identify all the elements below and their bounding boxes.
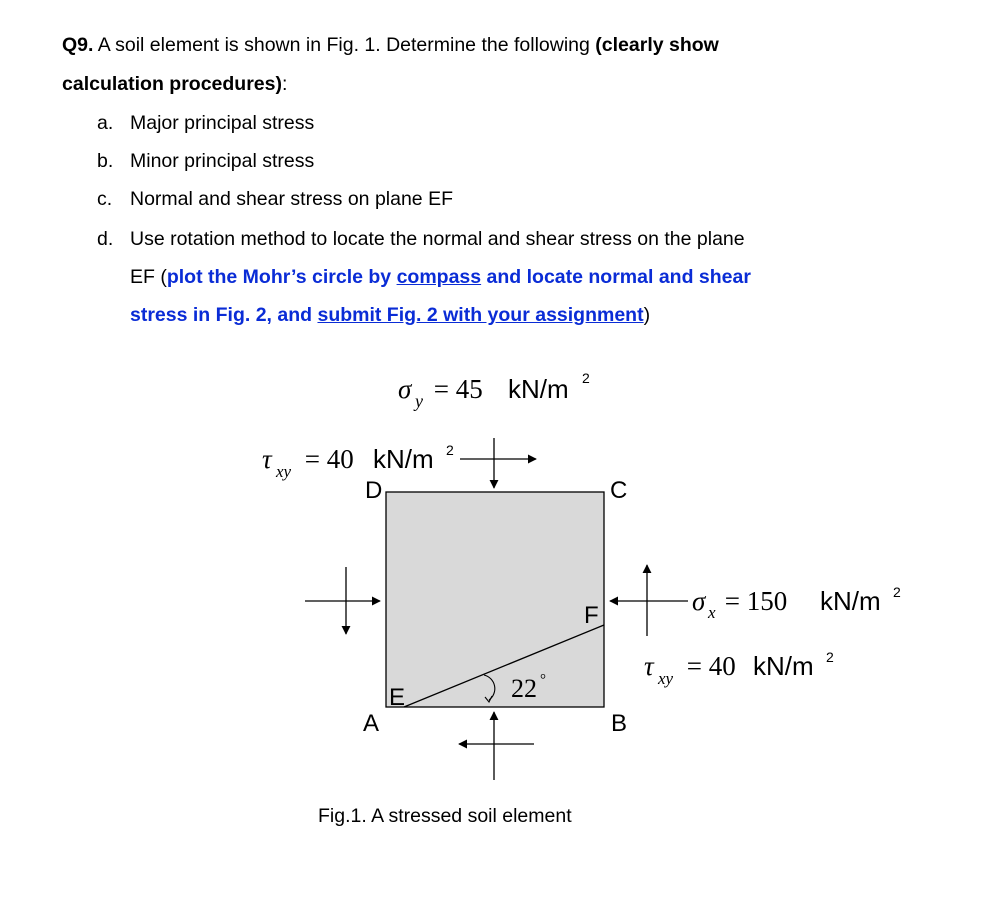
- tau-top-sub: xy: [276, 462, 292, 481]
- tau-top-eq: = 40: [298, 444, 361, 474]
- sigma-x-sub: x: [708, 603, 716, 622]
- sigma-x-sup: 2: [893, 584, 901, 600]
- angle-label: 22: [511, 674, 537, 703]
- angle-degree: °: [540, 672, 546, 688]
- sigma-y-sup: 2: [582, 370, 590, 386]
- paren-close: ): [643, 304, 651, 326]
- question-colon: :: [281, 73, 288, 95]
- tau-right-sup: 2: [826, 649, 834, 665]
- list-label: d.: [97, 228, 114, 250]
- corner-label-b: B: [611, 710, 628, 737]
- ef-text: EF: [130, 266, 161, 288]
- figure-caption: Fig.1. A stressed soil element: [318, 805, 572, 827]
- compass-text: compass: [396, 266, 482, 288]
- tau-top-sup: 2: [446, 442, 454, 458]
- point-label-e: E: [389, 684, 406, 711]
- question-emphasis-1: (clearly show: [595, 34, 719, 56]
- question-intro: A soil element is shown in Fig. 1. Determine the following: [93, 34, 596, 56]
- list-text: Minor principal stress: [130, 150, 315, 172]
- corner-label-c: C: [610, 477, 628, 504]
- sigma-x-unit: kN/m: [820, 586, 881, 616]
- tau-top-symbol: τ: [262, 444, 272, 474]
- sigma-y-eq: = 45: [427, 374, 490, 404]
- sigma-x-symbol: σ: [692, 586, 706, 616]
- list-label: b.: [97, 150, 114, 172]
- soil-element: [386, 492, 604, 707]
- point-label-f: F: [584, 602, 599, 629]
- tau-right-symbol: τ: [644, 651, 654, 681]
- tau-right-unit: kN/m: [753, 651, 814, 681]
- sigma-y-sub: y: [415, 391, 423, 411]
- mohr-instruction-2: and locate normal and shear: [481, 266, 751, 288]
- sigma-y-symbol: σ: [398, 374, 412, 404]
- submit-text: submit Fig. 2 with your assignment: [317, 304, 644, 326]
- tau-right-sub: xy: [658, 669, 674, 688]
- mohr-instruction-3: stress in Fig. 2, and: [130, 304, 318, 326]
- question-number: Q9.: [62, 34, 94, 56]
- list-label: c.: [97, 188, 113, 210]
- list-text: Major principal stress: [130, 112, 315, 134]
- list-text: Use rotation method to locate the normal and shear stress on the plane: [130, 228, 745, 250]
- question-emphasis-2: calculation procedures): [62, 73, 282, 95]
- tau-right-eq: = 40: [680, 651, 743, 681]
- tau-top-unit: kN/m: [373, 444, 434, 474]
- list-text: Normal and shear stress on plane EF: [130, 188, 453, 210]
- sigma-x-eq: = 150: [718, 586, 794, 616]
- paren-open: (: [160, 266, 167, 288]
- corner-label-d: D: [365, 477, 383, 504]
- list-label: a.: [97, 112, 114, 134]
- corner-label-a: A: [363, 710, 380, 737]
- mohr-instruction-1: plot the Mohr’s circle by: [166, 266, 397, 288]
- sigma-y-unit: kN/m: [508, 374, 569, 404]
